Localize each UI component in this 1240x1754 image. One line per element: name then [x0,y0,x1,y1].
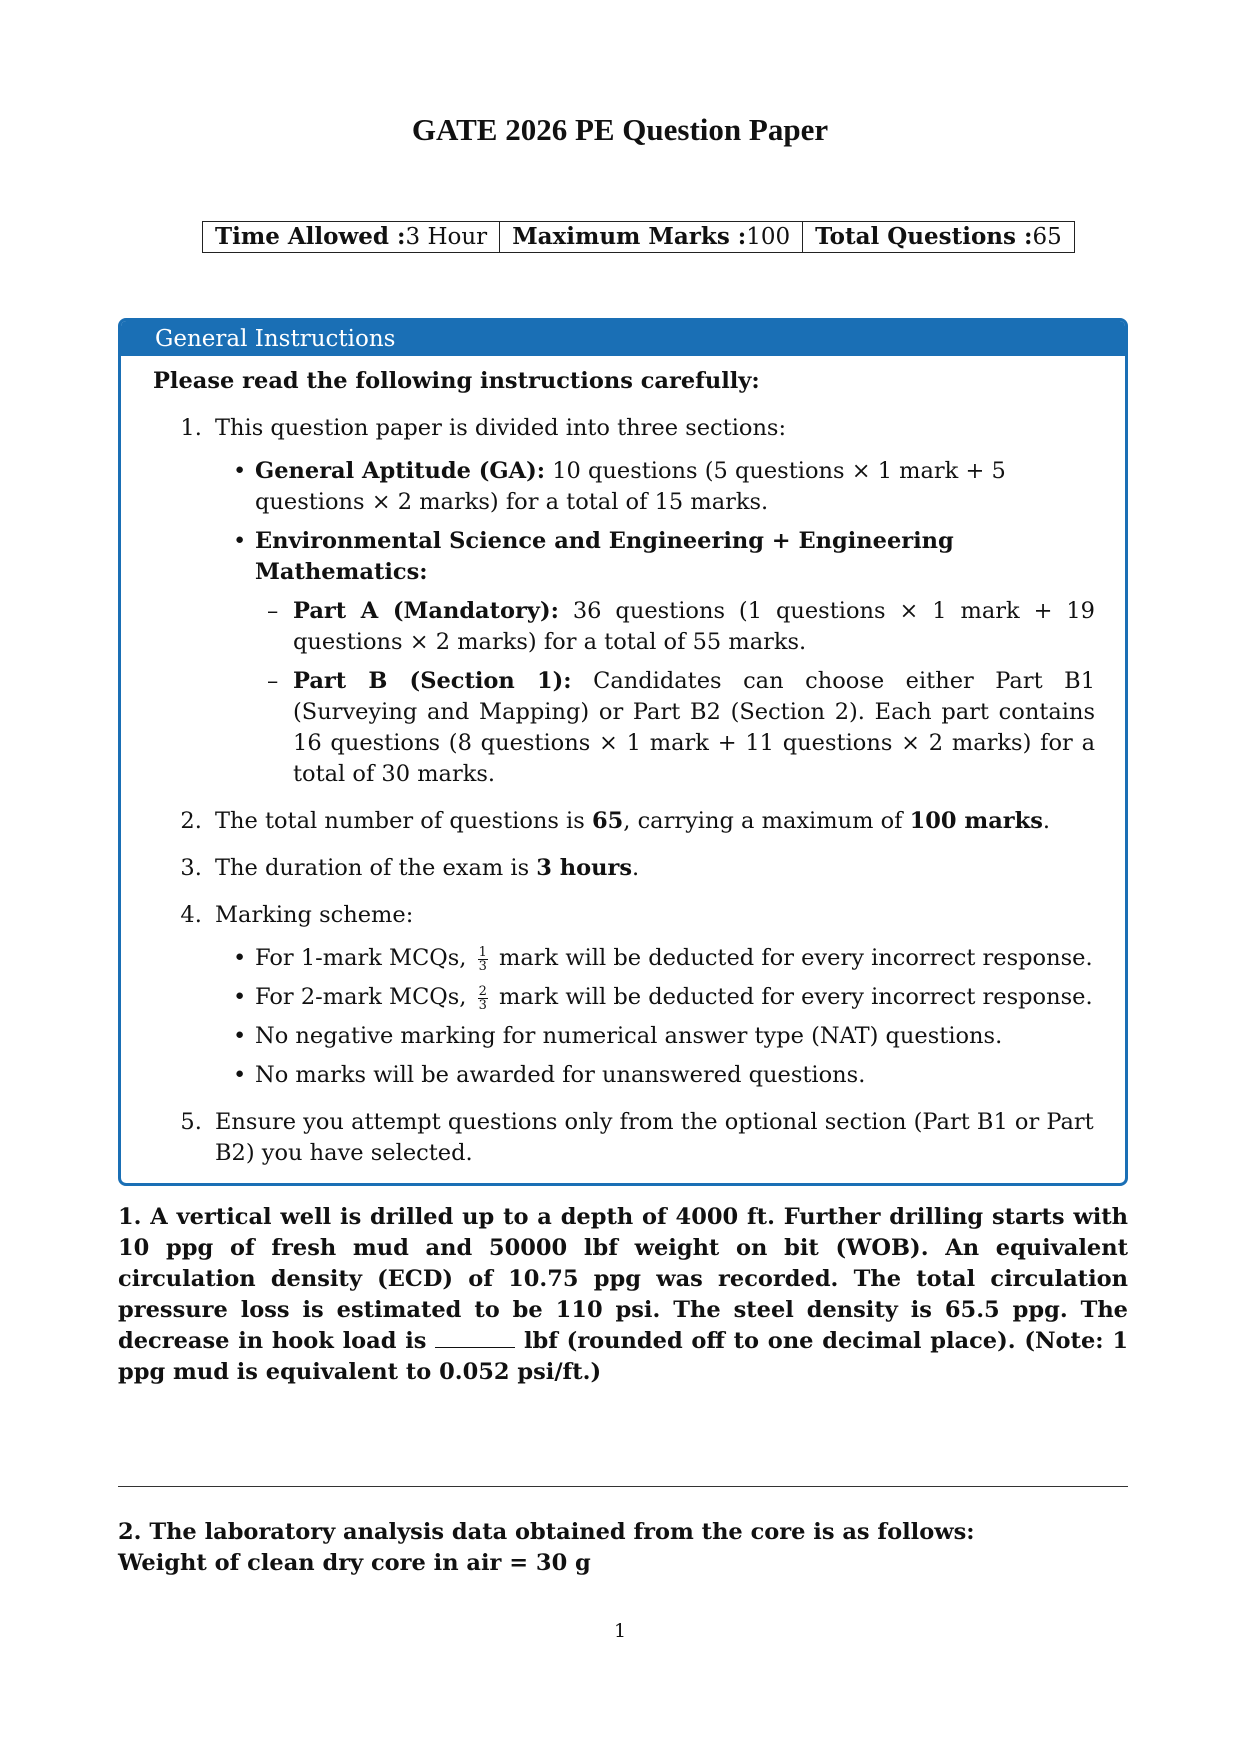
sections-list [215,456,1095,790]
instruction-2-post: . [1042,808,1051,834]
fraction-1-den: 3 [478,958,487,974]
marking-1-mark-mcq [255,943,1095,974]
section-ga [255,456,1095,518]
question-2 [118,1517,1128,1579]
marking-2-pre: For 2-mark MCQs, [255,984,474,1010]
fraction-2-num: 2 [478,983,487,999]
env-parts-list [255,596,1095,790]
general-instructions-box [118,318,1128,1186]
fraction-2-den: 3 [478,997,487,1013]
instruction-3-duration: 3 hours [536,855,633,881]
instruction-3-post: . [632,855,640,881]
fraction-two-thirds [478,985,488,1012]
instructions-body [121,356,1125,1186]
part-a-text: 36 questions (1 questions × 1 mark + 19 questions × 2 marks) for a total of 55 marks. [293,598,1095,655]
marking-scheme-list [215,943,1095,1091]
part-b [293,666,1095,790]
instructions-heading: General Instructions [121,321,1125,356]
instruction-item-2 [209,806,1095,837]
section-env [255,526,1095,790]
part-a [293,596,1095,658]
instruction-2-marks: 100 marks [909,808,1043,834]
question-1-post: lbf (rounded off to one decimal place). (Note: 1 ppg mud is equivalent to 0.052 psi/ft.) [118,1328,1128,1385]
maximum-marks-value: 100 [746,224,791,250]
time-allowed-value: 3 Hour [405,224,488,250]
marking-2-mark-mcq [255,982,1095,1013]
instructions-lead: Please read the following instructions carefully: [153,368,760,394]
page-number: 1 [613,1620,627,1642]
time-allowed-label: Time Allowed : [215,223,406,250]
marking-1-post: mark will be deducted for every incorrect response. [491,945,1093,971]
maximum-marks-cell [499,222,802,252]
instructions-list [153,413,1095,1186]
total-questions-label: Total Questions : [815,223,1033,250]
instruction-2-pre: The total number of questions is [215,808,592,834]
fraction-one-third [478,946,488,973]
instruction-item-3 [209,853,1095,884]
instruction-item-5: 5. Ensure you attempt questions only from the optional section (Part B1 or Part B2) you have selected. [209,1107,1095,1169]
env-label: Environmental Science and Engineering + Engineering Mathematics: [255,528,954,585]
question-2-line-2: Weight of clean dry core in air = 30 g [118,1550,591,1576]
question-divider [118,1486,1128,1487]
question-1-pre: 1. A vertical well is drilled up to a depth of 4000 ft. Further drilling starts with 10 ppg of fresh mud and 50000 lbf weight on bit (WOB). An equivalent circulation density (ECD) of 10.75 ppg was recorded. The total circulation pressure loss is estimated to be 110 psi. The steel density is 65.5 ppg. The decrease in hook load is [118,1204,1128,1354]
total-questions-cell [802,222,1074,252]
question-1 [118,1202,1128,1388]
instruction-1-text: This question paper is divided into three sections: [215,415,787,441]
part-b-label: Part B (Section 1): [293,668,572,694]
marking-1-pre: For 1-mark MCQs, [255,945,474,971]
instruction-item-6 [209,1185,1095,1186]
marking-nat: • No negative marking for numerical answer type (NAT) questions. [255,1021,1095,1052]
instruction-item-4 [209,900,1095,1091]
total-questions-value: 65 [1032,224,1062,250]
instruction-item-1 [209,413,1095,790]
instruction-2-mid: , carrying a maximum of [623,808,910,834]
maximum-marks-label: Maximum Marks : [512,223,747,250]
part-a-label: Part A (Mandatory): [293,598,559,624]
question-2-line-1: 2. The laboratory analysis data obtained from the core is as follows: [118,1519,975,1545]
marking-2-post: mark will be deducted for every incorrect response. [491,984,1093,1010]
ga-label: General Aptitude (GA): [255,458,546,484]
page-title: GATE 2026 PE Question Paper [411,112,829,147]
ga-text: 10 questions (5 questions × 1 mark + 5 questions × 2 marks) for a total of 15 marks. [255,458,1006,515]
answer-blank [435,1327,515,1348]
instruction-3-pre: The duration of the exam is [215,855,537,881]
time-allowed-cell [203,222,499,252]
fraction-1-num: 1 [478,944,487,960]
exam-info-table [202,221,1075,253]
part-b-text: Candidates can choose either Part B1 (Surveying and Mapping) or Part B2 (Section 2). Each part contains 16 questions (8 questions × 1 mark + 11 questions × 2 marks) for a total of 30 marks. [293,668,1096,787]
instruction-4-text: Marking scheme: [215,902,414,928]
marking-unanswered: • No marks will be awarded for unanswered questions. [255,1060,1095,1091]
instruction-2-questions: 65 [591,808,624,834]
